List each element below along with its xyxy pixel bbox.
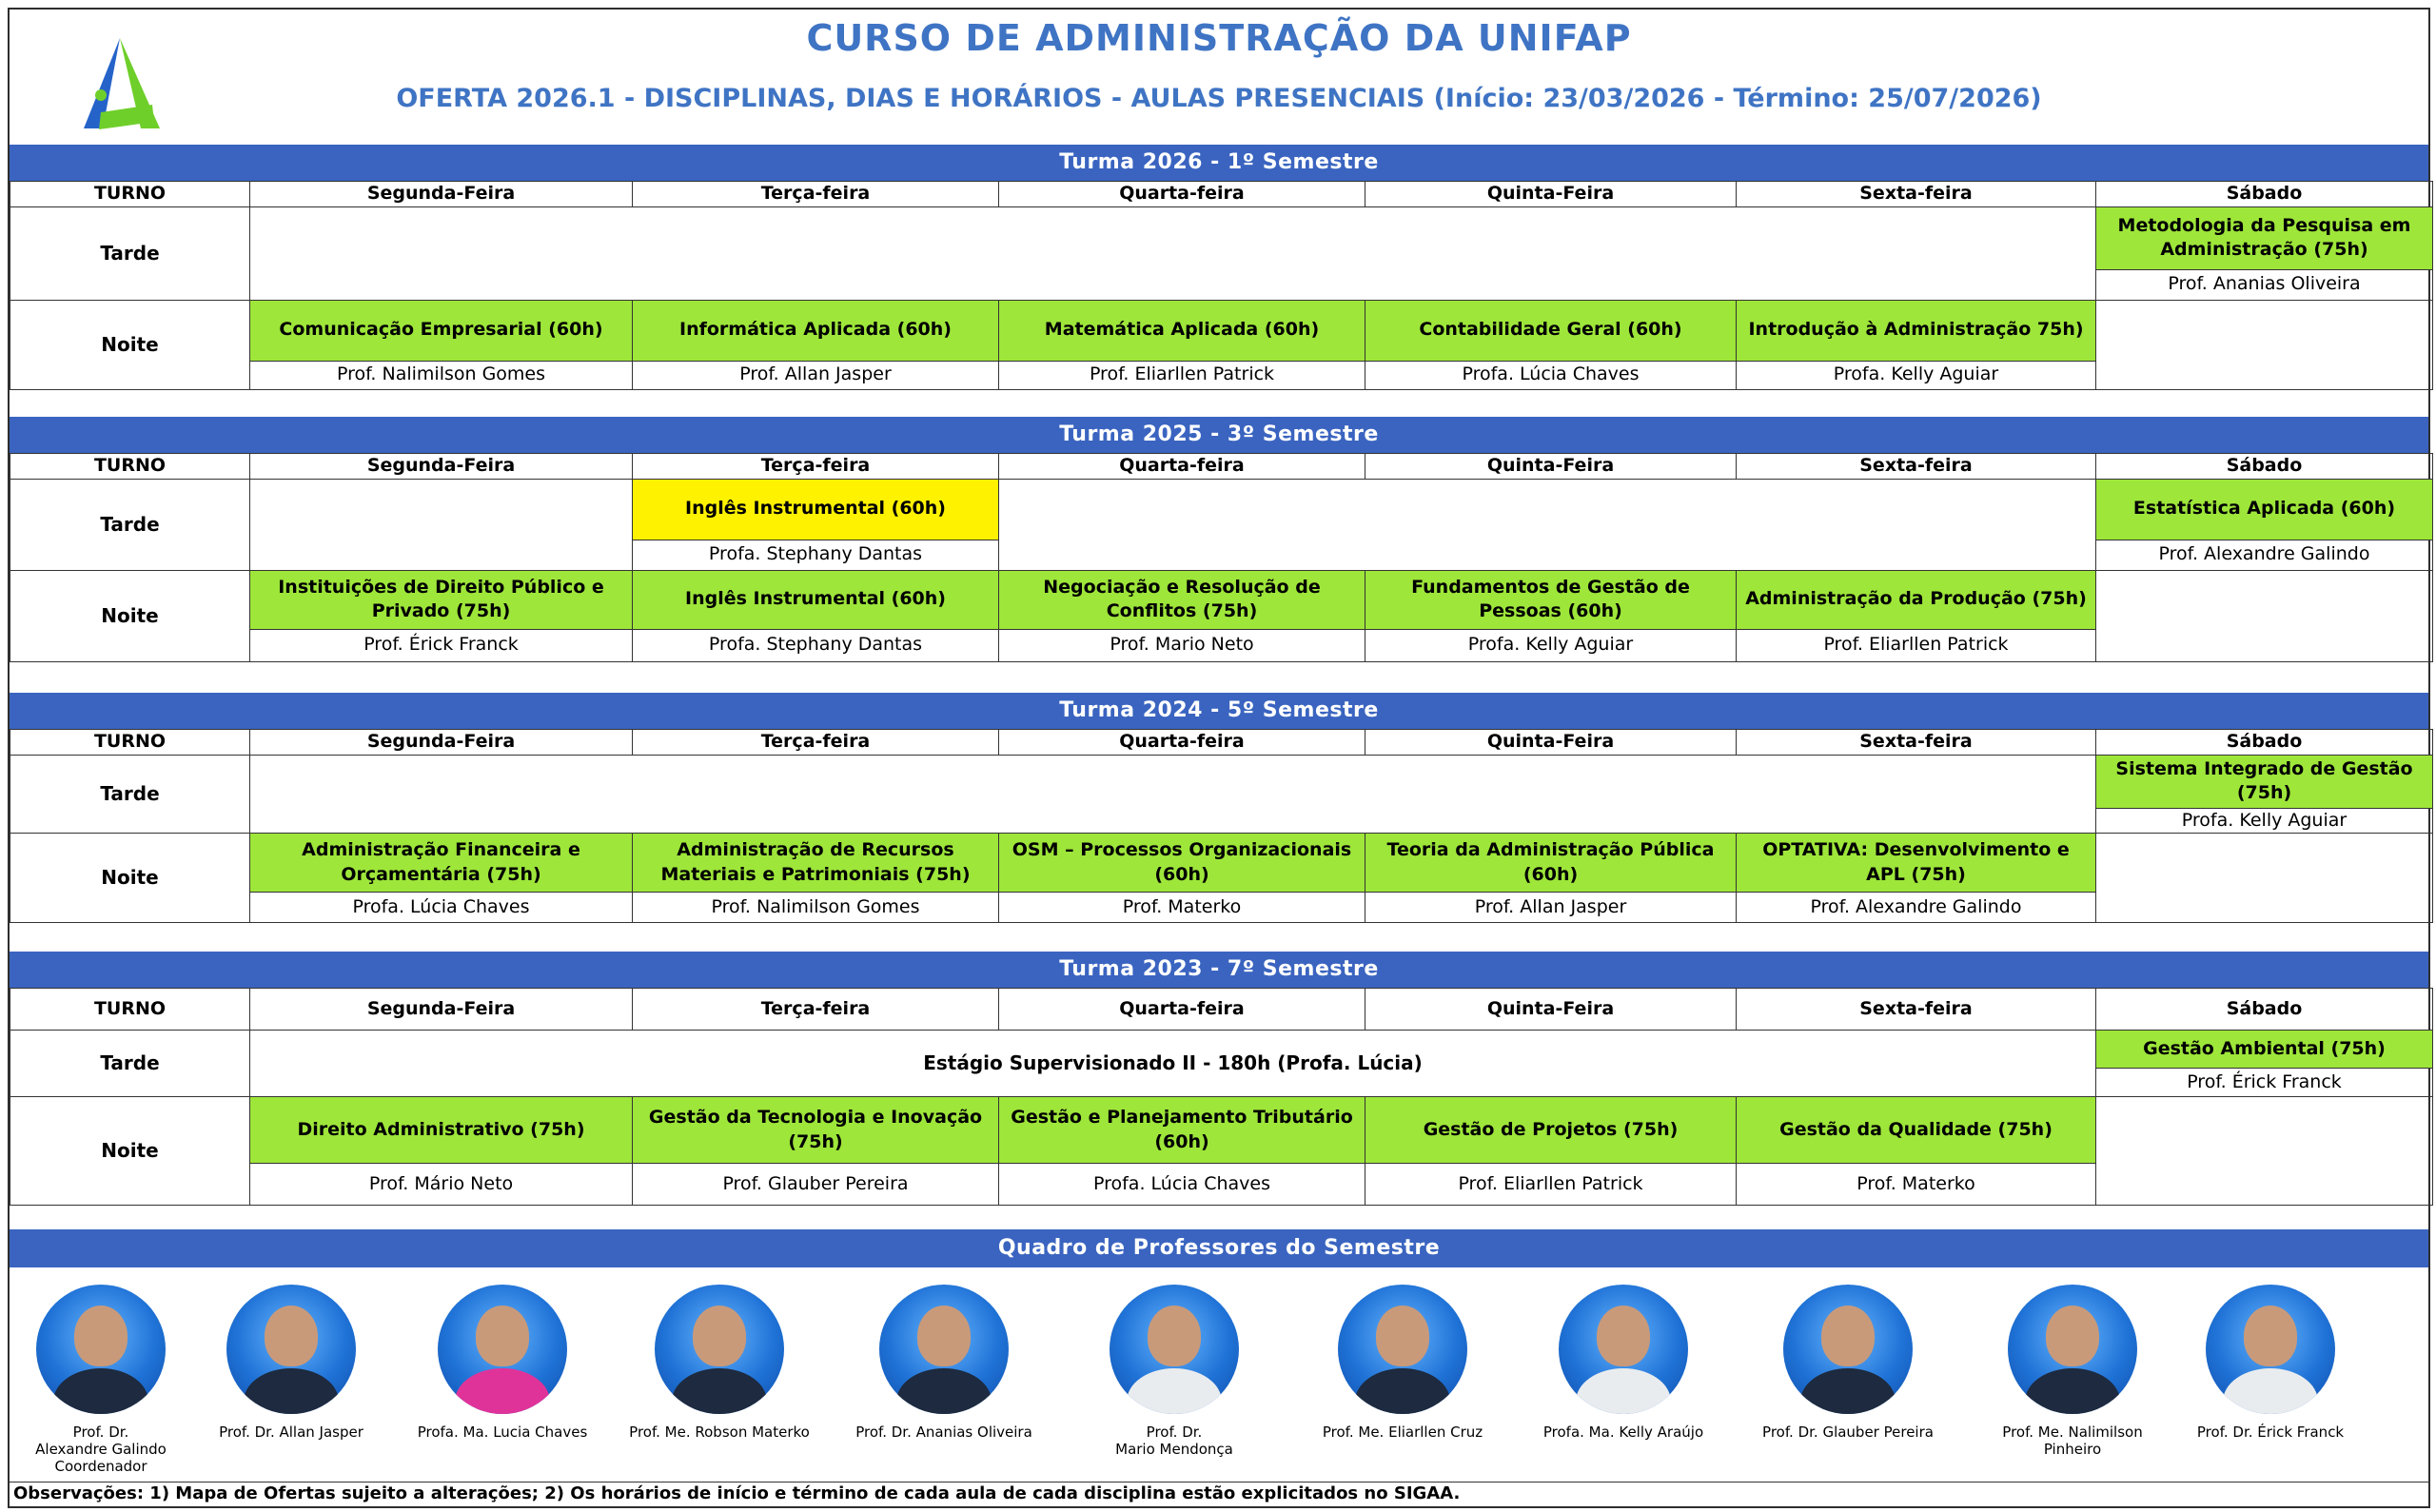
col-sabado: Sábado [2096, 730, 2433, 756]
turno-noite: Noite [10, 834, 250, 923]
col-quarta: Quarta-feira [999, 730, 1365, 756]
col-quarta: Quarta-feira [999, 454, 1365, 480]
col-turno: TURNO [10, 182, 250, 207]
empty-cell [2096, 570, 2433, 661]
course-cell: Inglês Instrumental (60h) [633, 570, 999, 629]
professor-cell: Prof. Mario Neto [999, 629, 1365, 661]
professor-avatar [36, 1285, 166, 1414]
professor-cell: Profa. Lúcia Chaves [999, 1164, 1365, 1206]
course-cell: Metodologia da Pesquisa em Administração (75h) [2096, 206, 2433, 269]
professor-cell: Profa. Stephany Dantas [633, 540, 999, 570]
col-quarta: Quarta-feira [999, 989, 1365, 1031]
course-cell: Negociação e Resolução de Conflitos (75h) [999, 570, 1365, 629]
professor-avatar [1338, 1285, 1467, 1414]
professor-name: Prof. Me. Robson Materko [629, 1424, 810, 1441]
course-cell: Sistema Integrado de Gestão (75h) [2096, 755, 2433, 808]
professor-card [1528, 1285, 1719, 1441]
col-segunda: Segunda-Feira [250, 454, 633, 480]
professor-name: Profa. Ma. Lucia Chaves [417, 1424, 588, 1441]
professors-gallery [10, 1285, 2428, 1484]
professor-card [1977, 1285, 2168, 1458]
course-cell: Teoria da Administração Pública (60h) [1365, 834, 1737, 893]
course-cell: Gestão e Planejamento Tributário (60h) [999, 1097, 1365, 1164]
professor-cell: Profa. Kelly Aguiar [1737, 361, 2096, 389]
course-cell: Contabilidade Geral (60h) [1365, 300, 1737, 361]
turma-band: Turma 2024 - 5º Semestre [10, 693, 2428, 729]
course-cell: Administração da Produção (75h) [1737, 570, 2096, 629]
professor-cell: Prof. Ananias Oliveira [2096, 269, 2433, 300]
course-cell: Administração de Recursos Materiais e Patrimoniais (75h) [633, 834, 999, 893]
professor-avatar [226, 1285, 356, 1414]
turma-2023-section [10, 952, 2428, 1206]
professor-name: Prof. Dr. Alexandre Galindo Coordenador [35, 1424, 167, 1475]
course-cell: Gestão da Tecnologia e Inovação (75h) [633, 1097, 999, 1164]
professor-name: Prof. Dr. Allan Jasper [219, 1424, 363, 1441]
page-title: CURSO DE ADMINISTRAÇÃO DA UNIFAP [806, 17, 1632, 59]
col-turno: TURNO [10, 454, 250, 480]
course-cell: OSM – Processos Organizacionais (60h) [999, 834, 1365, 893]
turma-2024-section [10, 693, 2428, 923]
empty-cell [2096, 300, 2433, 389]
professor-card [1753, 1285, 1943, 1441]
professor-cell: Profa. Kelly Aguiar [2096, 808, 2433, 834]
schedule-table [10, 988, 2433, 1206]
turno-noite: Noite [10, 1097, 250, 1206]
professor-name: Prof. Dr. Ananias Oliveira [855, 1424, 1032, 1441]
course-cell: Informática Aplicada (60h) [633, 300, 999, 361]
professor-cell: Prof. Érick Franck [2096, 1069, 2433, 1097]
col-turno: TURNO [10, 989, 250, 1031]
professor-cell: Prof. Materko [999, 893, 1365, 923]
professor-name: Profa. Ma. Kelly Araújo [1542, 1424, 1704, 1441]
col-terca: Terça-feira [633, 989, 999, 1031]
course-cell: Direito Administrativo (75h) [250, 1097, 633, 1164]
turno-tarde: Tarde [10, 755, 250, 834]
schedule-table [10, 453, 2433, 662]
course-cell: Comunicação Empresarial (60h) [250, 300, 633, 361]
professor-cell: Profa. Lúcia Chaves [250, 893, 633, 923]
professor-cell: Profa. Stephany Dantas [633, 629, 999, 661]
course-cell: Introdução à Administração 75h) [1737, 300, 2096, 361]
col-sexta: Sexta-feira [1737, 989, 2096, 1031]
turma-2026-section [10, 145, 2428, 390]
professor-card [849, 1285, 1039, 1441]
course-cell: Inglês Instrumental (60h) [633, 479, 999, 540]
turno-noite: Noite [10, 300, 250, 389]
professor-cell: Prof. Alexandre Galindo [2096, 540, 2433, 570]
turma-band: Turma 2026 - 1º Semestre [10, 145, 2428, 181]
course-cell: Gestão Ambiental (75h) [2096, 1031, 2433, 1069]
professor-cell: Prof. Érick Franck [250, 629, 633, 661]
page-subtitle: OFERTA 2026.1 - DISCIPLINAS, DIAS E HORÁRIOS - AULAS PRESENCIAIS (Início: 23/03/2026 - Término: 25/07/2026) [396, 84, 2042, 113]
empty-cell [999, 479, 2096, 570]
turno-tarde: Tarde [10, 1031, 250, 1097]
professor-card [624, 1285, 815, 1441]
document-header [10, 10, 2428, 145]
col-terca: Terça-feira [633, 182, 999, 207]
empty-cell [2096, 834, 2433, 923]
professor-cell: Profa. Kelly Aguiar [1365, 629, 1737, 661]
col-quinta: Quinta-Feira [1365, 182, 1737, 207]
col-segunda: Segunda-Feira [250, 730, 633, 756]
professor-card [1307, 1285, 1498, 1441]
professor-cell: Profa. Lúcia Chaves [1365, 361, 1737, 389]
professor-cell: Prof. Alexandre Galindo [1737, 893, 2096, 923]
course-cell: Fundamentos de Gestão de Pessoas (60h) [1365, 570, 1737, 629]
empty-cell [2096, 1097, 2433, 1206]
course-cell: Administração Financeira e Orçamentária (75h) [250, 834, 633, 893]
professor-avatar [1110, 1285, 1239, 1414]
professor-name: Prof. Dr. Glauber Pereira [1762, 1424, 1934, 1441]
professor-cell: Prof. Eliarllen Patrick [1737, 629, 2096, 661]
col-turno: TURNO [10, 730, 250, 756]
empty-cell [250, 479, 633, 570]
course-cell: OPTATIVA: Desenvolvimento e APL (75h) [1737, 834, 2096, 893]
professors-band: Quadro de Professores do Semestre [10, 1229, 2428, 1267]
professor-name: Prof. Me. Eliarllen Cruz [1322, 1424, 1483, 1441]
turno-tarde: Tarde [10, 206, 250, 300]
professor-cell: Prof. Nalimilson Gomes [250, 361, 633, 389]
turno-tarde: Tarde [10, 479, 250, 570]
course-cell: Gestão de Projetos (75h) [1365, 1097, 1737, 1164]
professor-cell: Prof. Nalimilson Gomes [633, 893, 999, 923]
professor-cell: Prof. Glauber Pereira [633, 1164, 999, 1206]
col-sabado: Sábado [2096, 989, 2433, 1031]
col-quinta: Quinta-Feira [1365, 989, 1737, 1031]
professor-card [196, 1285, 386, 1441]
col-sabado: Sábado [2096, 454, 2433, 480]
estagio-merged-cell: Estágio Supervisionado II - 180h (Profa. Lúcia) [250, 1031, 2096, 1097]
professor-cell: Prof. Eliarllen Patrick [1365, 1164, 1737, 1206]
schedule-table [10, 729, 2433, 923]
col-sabado: Sábado [2096, 182, 2433, 207]
col-terca: Terça-feira [633, 730, 999, 756]
empty-cell [250, 206, 2096, 300]
professor-name: Prof. Me. Nalimilson Pinheiro [2002, 1424, 2143, 1458]
professor-avatar [438, 1285, 567, 1414]
col-quinta: Quinta-Feira [1365, 730, 1737, 756]
professor-name: Prof. Dr. Érick Franck [2196, 1424, 2345, 1441]
col-sexta: Sexta-feira [1737, 730, 2096, 756]
professor-cell: Prof. Allan Jasper [633, 361, 999, 389]
col-quinta: Quinta-Feira [1365, 454, 1737, 480]
professor-avatar [1783, 1285, 1913, 1414]
professor-avatar [655, 1285, 784, 1414]
course-cell: Instituições de Direito Público e Privado (75h) [250, 570, 633, 629]
professor-card [6, 1285, 196, 1475]
course-cell: Estatística Aplicada (60h) [2096, 479, 2433, 540]
professor-avatar [879, 1285, 1009, 1414]
col-terca: Terça-feira [633, 454, 999, 480]
col-sexta: Sexta-feira [1737, 454, 2096, 480]
professor-avatar [2008, 1285, 2137, 1414]
col-segunda: Segunda-Feira [250, 989, 633, 1031]
turma-band: Turma 2025 - 3º Semestre [10, 417, 2428, 453]
turma-2025-section [10, 417, 2428, 662]
col-sexta: Sexta-feira [1737, 182, 2096, 207]
schedule-table [10, 181, 2433, 390]
professors-section [10, 1229, 2428, 1267]
turma-band: Turma 2023 - 7º Semestre [10, 952, 2428, 988]
professor-card [2175, 1285, 2366, 1441]
professor-cell: Prof. Mário Neto [250, 1164, 633, 1206]
professor-avatar [1559, 1285, 1688, 1414]
course-cell: Matemática Aplicada (60h) [999, 300, 1365, 361]
professor-card [1079, 1285, 1269, 1458]
turno-noite: Noite [10, 570, 250, 661]
col-segunda: Segunda-Feira [250, 182, 633, 207]
course-cell: Gestão da Qualidade (75h) [1737, 1097, 2096, 1164]
professor-cell: Prof. Allan Jasper [1365, 893, 1737, 923]
professor-avatar [2206, 1285, 2335, 1414]
professor-cell: Prof. Materko [1737, 1164, 2096, 1206]
observations-note: Observações: 1) Mapa de Ofertas sujeito a alterações; 2) Os horários de início e término de cada aula de cada disciplina estão explicitados no SIGAA. [10, 1482, 2428, 1506]
professor-card [407, 1285, 598, 1441]
professor-name: Prof. Dr. Mario Mendonça [1115, 1424, 1233, 1458]
col-quarta: Quarta-feira [999, 182, 1365, 207]
schedule-document [8, 8, 2430, 1508]
empty-cell [250, 755, 2096, 834]
professor-cell: Prof. Eliarllen Patrick [999, 361, 1365, 389]
